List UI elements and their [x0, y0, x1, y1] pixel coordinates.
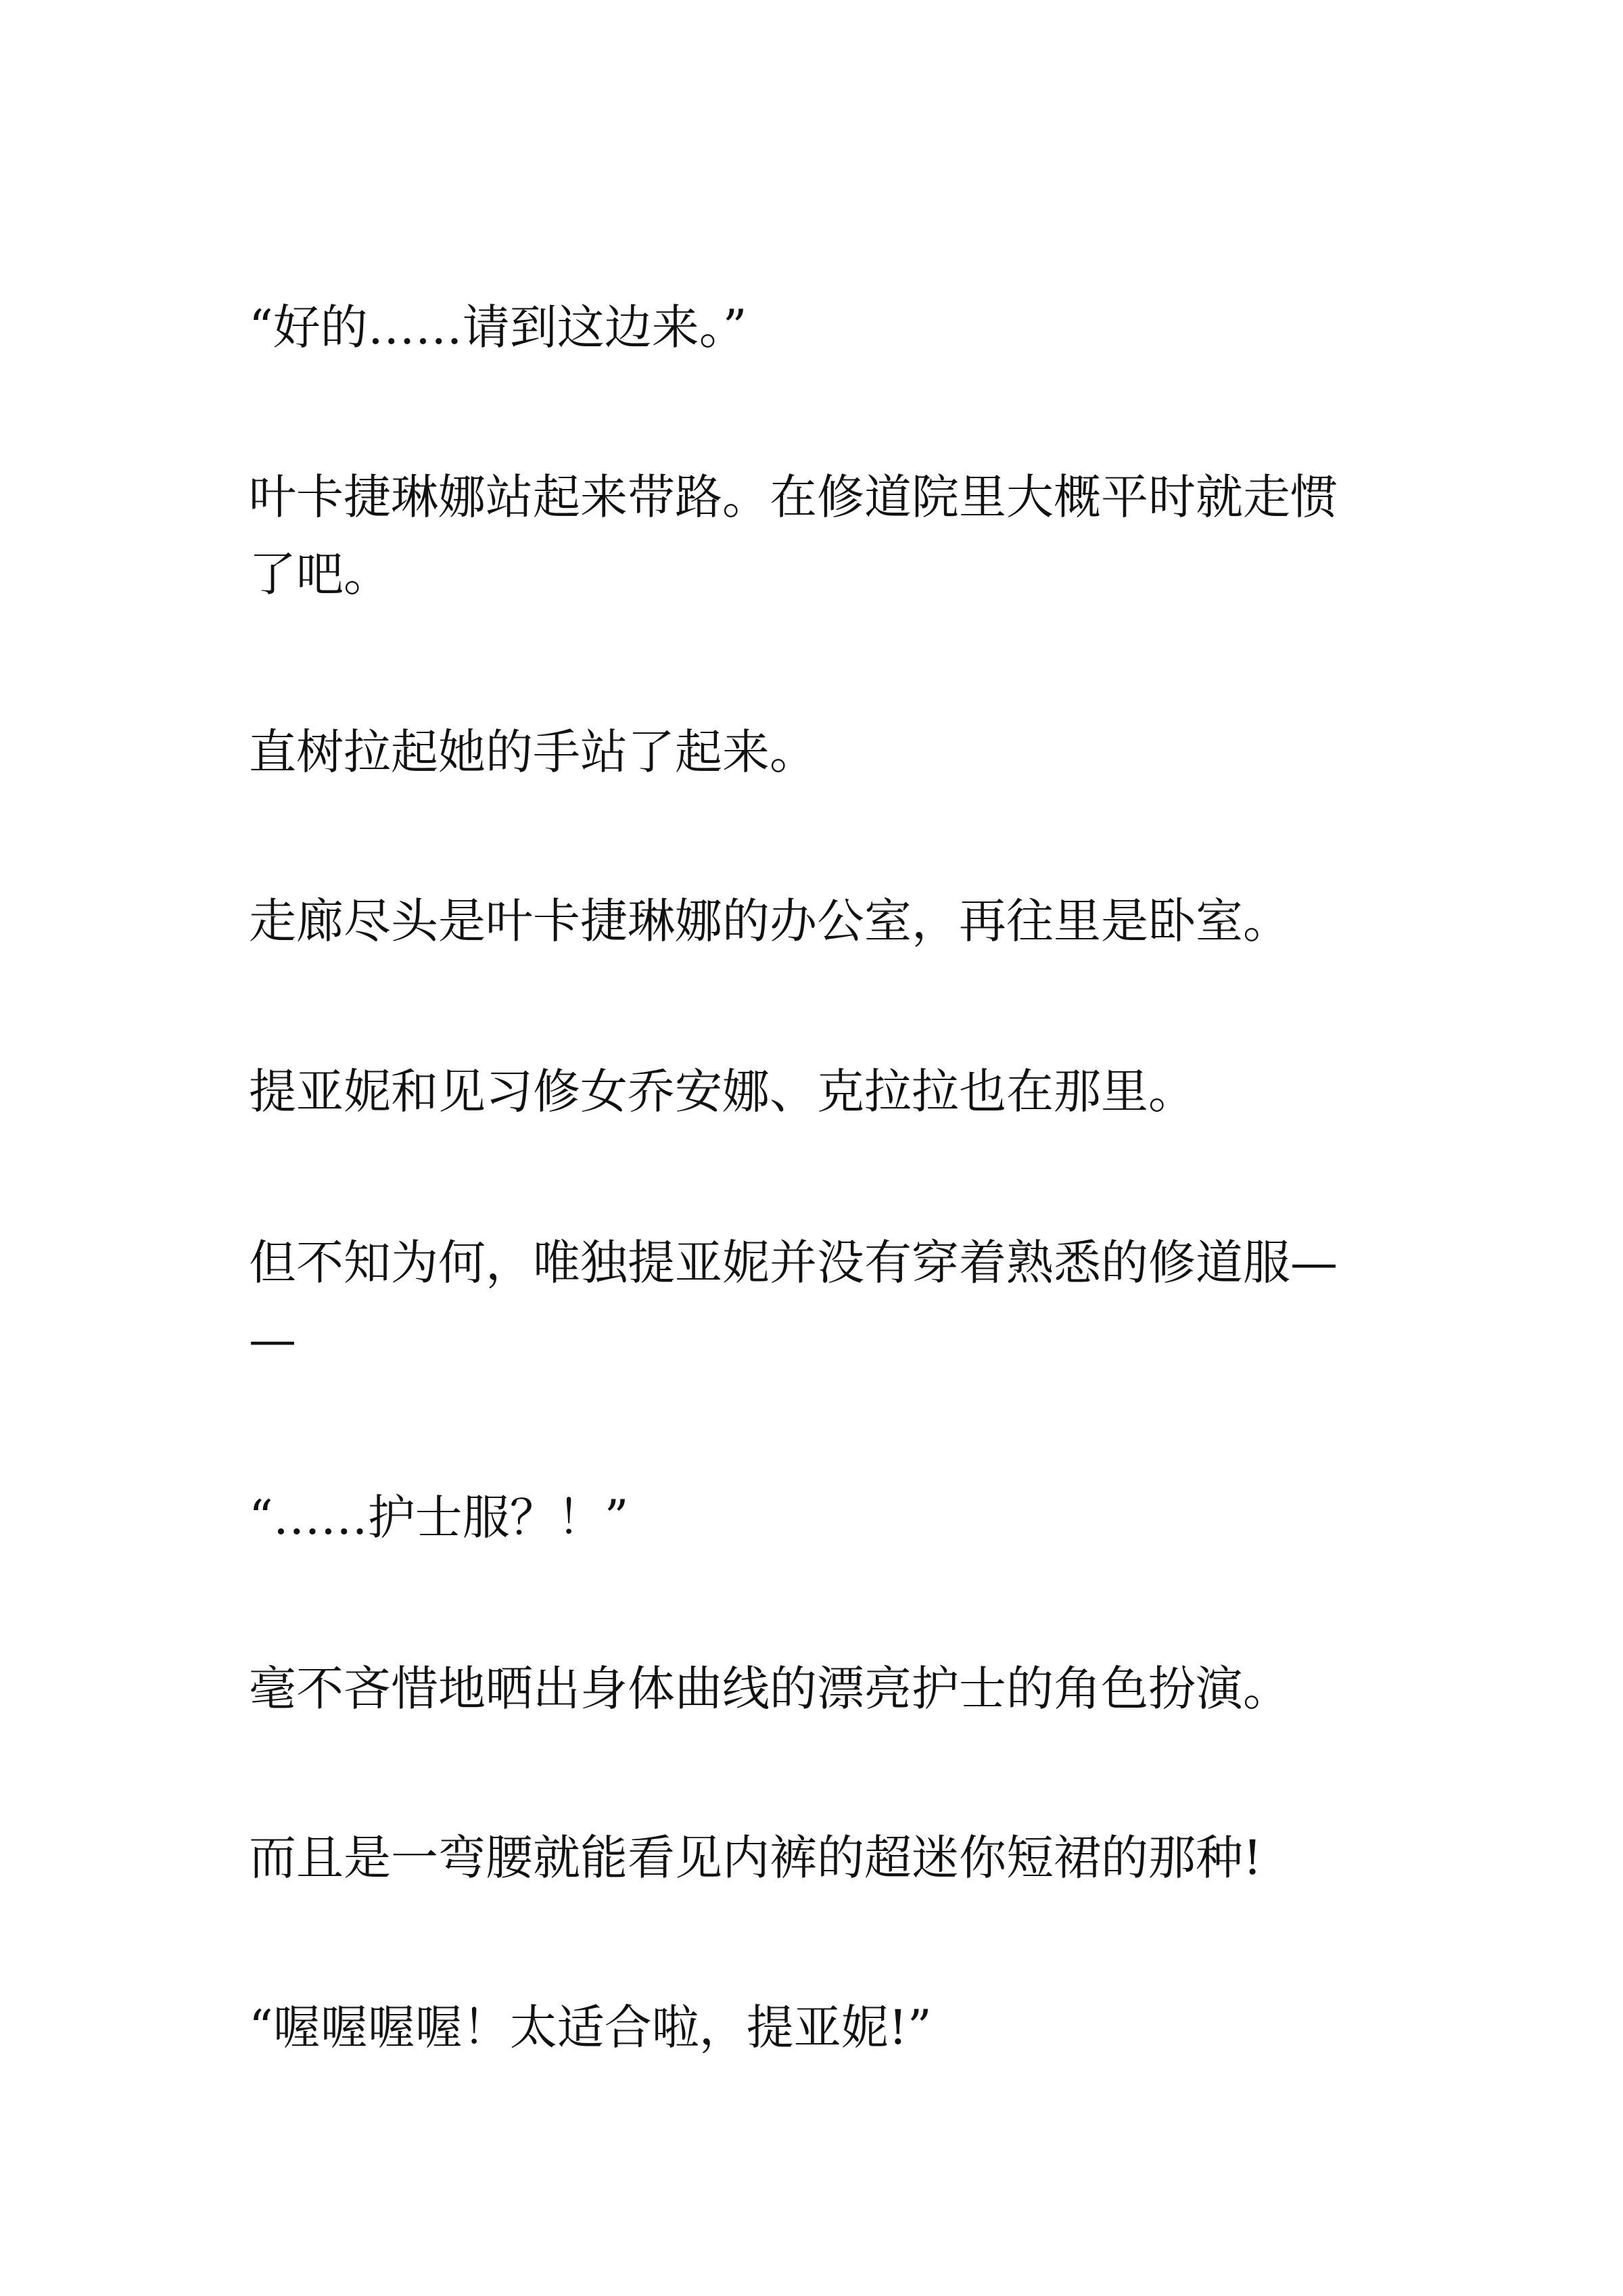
paragraph-2: 叶卡捷琳娜站起来带路。在修道院里大概平时就走惯 了吧。: [249, 469, 1338, 602]
paragraph-6: 但不知为何，唯独提亚妮并没有穿着熟悉的修道服— —: [249, 1235, 1338, 1367]
paragraph-8: 毫不吝惜地晒出身体曲线的漂亮护士的角色扮演。: [249, 1661, 1290, 1716]
paragraph-7: “……护士服？！”: [249, 1490, 629, 1545]
paragraph-5: 提亚妮和见习修女乔安娜、克拉拉也在那里。: [249, 1064, 1196, 1119]
paragraph-1: “好的……请到这边来。”: [249, 300, 747, 355]
paragraph-9: 而且是一弯腰就能看见内裤的超迷你短裙的那种!: [249, 1830, 1263, 1885]
paragraph-10: “喔喔喔喔！太适合啦，提亚妮!”: [249, 2000, 932, 2055]
paragraph-3: 直树拉起她的手站了起来。: [249, 724, 817, 780]
paragraph-4: 走廊尽头是叶卡捷琳娜的办公室，再往里是卧室。: [249, 893, 1290, 949]
